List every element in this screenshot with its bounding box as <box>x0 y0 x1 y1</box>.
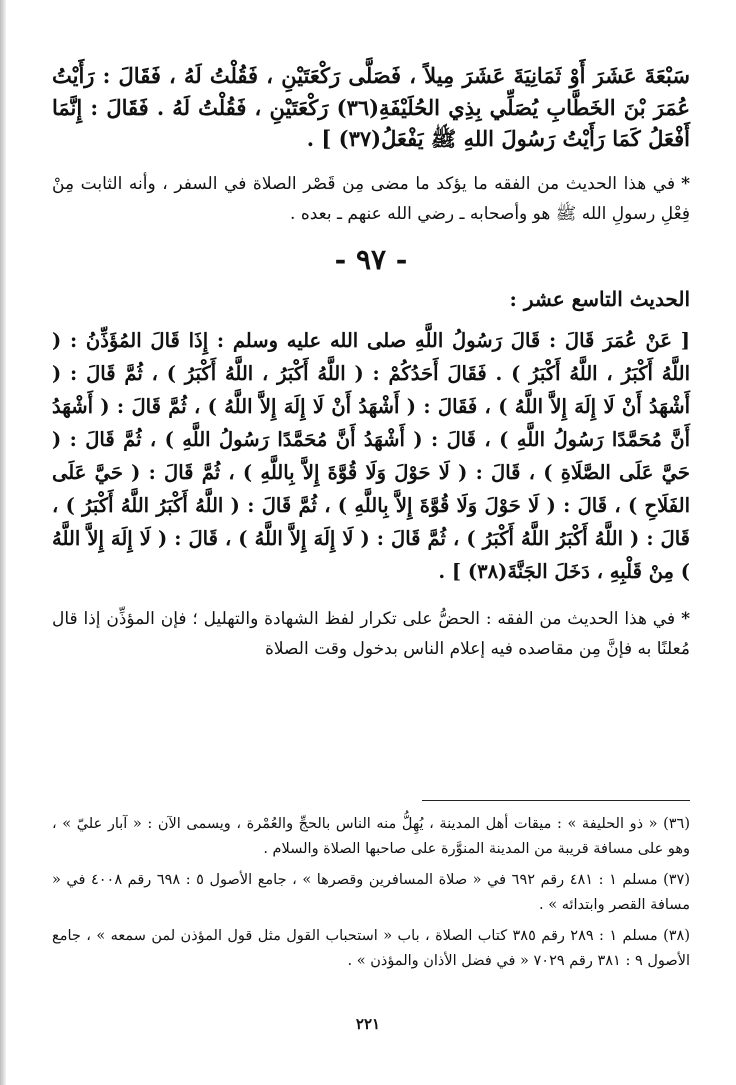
scan-edge-shadow <box>0 0 6 1085</box>
bullet-asterisk: * <box>681 173 690 194</box>
page-number: ٢٢١ <box>355 1015 381 1033</box>
footnote-38: (٣٨) مسلم ١ : ٢٨٩ رقم ٣٨٥ كتاب الصلاة ، باب « استحباب القول مثل قول المؤذن لمن سمعه » ، جامع الأصول ٩ : ٣٨١ رقم ٧٠٢٩ « في فضل الأذان والمؤذن » . <box>52 928 691 969</box>
hadith-97-text: [ عَنْ عُمَرَ قَالَ : قَالَ رَسُولُ اللَّهِ صلى الله عليه وسلم : إِذَا قَالَ المُؤَذِّنُ : ( اللَّهُ أَكْبَرُ ، اللَّهُ أَكْبَرُ ) . فَقَالَ أَحَدُكُمْ : ( اللَّهُ أَكْبَرُ ، اللَّهُ أَكْبَرُ ) ، ثُمَّ قَالَ : ( أَشْهَدُ أَنْ لَا إِلَهَ إِلاَّ اللَّهُ ) ، فَقَالَ : ( أَشْهَدُ أَنْ لَا إِلَهَ إِلاَّ اللَّهُ ) ، ثُمَّ قَالَ : ( أَشْهَدُ أَنَّ مُحَمَّدًا رَسُولُ اللَّهِ ) ، قَالَ : ( أَشْهَدُ أَنَّ مُحَمَّدًا رَسُولُ اللَّهِ ) ، ثُمَّ قَالَ : ( حَيَّ عَلَى الصَّلَاةِ ) ، قَالَ : ( لَا حَوْلَ وَلَا قُوَّةَ إِلاَّ بِاللَّهِ ) ، ثُمَّ قَالَ : ( حَيَّ عَلَى الفَلَاحِ ) ، قَالَ : ( لَا حَوْلَ وَلَا قُوَّةَ إِلاَّ بِاللَّهِ ) ، ثُمَّ قَالَ : ( اللَّهُ أَكْبَرُ اللَّهُ أَكْبَرُ ) ، قَالَ : ( اللَّهُ أَكْبَرُ اللَّهُ أَكْبَرُ ) ، ثُمَّ قَالَ : ( لَا إِلَهَ إِلاَّ اللَّهُ ) ، قَالَ : ( لَا إِلَهَ إِلاَّ اللَّهُ ) مِنْ قَلْبِهِ ، دَخَلَ الجَنَّةَ(٣٨) ] . <box>52 328 690 583</box>
fiqh-commentary-1-text: في هذا الحديث من الفقه ما يؤكد ما مضى مِن قَصْر الصلاة في السفر ، وأنه الثابت مِنْ فِعْلِ رسولِ الله ﷺ هو وأصحابه ـ رضي الله عنهم ـ بعده . <box>52 173 690 224</box>
footnote-37: (٣٧) مسلم ١ : ٤٨١ رقم ٦٩٢ في « صلاة المسافرين وقصرها » ، جامع الأصول ٥ : ٦٩٨ رقم ٤٠٠٨ في « مسافة القصر وابتدائه » . <box>52 872 691 913</box>
bullet-asterisk: * <box>681 608 690 629</box>
hadith-number-heading: - ٩٧ - <box>334 242 408 276</box>
main-text <box>52 60 690 664</box>
footnotes <box>52 812 690 980</box>
fiqh-commentary-1 <box>52 169 690 229</box>
fiqh-commentary-2 <box>52 604 690 664</box>
footnote-separator <box>422 800 690 801</box>
hadith-continuation: سَبْعَةَ عَشَرَ أَوْ ثَمَانِيَةَ عَشَرَ مِيلاً ، فَصَلَّى رَكْعَتَيْنِ ، فَقُلْتُ لَهُ ، فَقَالَ : رَأَيْتُ عُمَرَ بْنَ الخَطَّابِ يُصَلِّي بِذِي الحُلَيْفَةِ(٣٦) رَكْعَتَيْنِ ، فَقُلْتُ لَهُ . فَقَالَ : إِنَّمَا أَفْعَلُ كَمَا رَأَيْتُ رَسُولَ اللهِ ﷺ يَفْعَلُ(٣٧) ] . <box>52 63 690 151</box>
footnote-36: (٣٦) « ذو الحليفة » : ميقات أهل المدينة ، يُهِلُّ منه الناس بالحجِّ والعُمْرة ، ويسمى الآن : « آبار عليّ » ، وهو على مسافة قريبة من المدينة المنوَّرة على صاحبها الصلاة والسلام . <box>52 816 690 857</box>
section-title: الحديث التاسع عشر : <box>509 286 690 311</box>
fiqh-commentary-2-text: في هذا الحديث من الفقه : الحضُّ على تكرار لفظ الشهادة والتهليل ؛ فإن المؤذِّن إذا قال مُعلنًا به فإنَّ مِن مقاصده فيه إعلام الناس بدخول وقت الصلاة <box>52 608 690 659</box>
